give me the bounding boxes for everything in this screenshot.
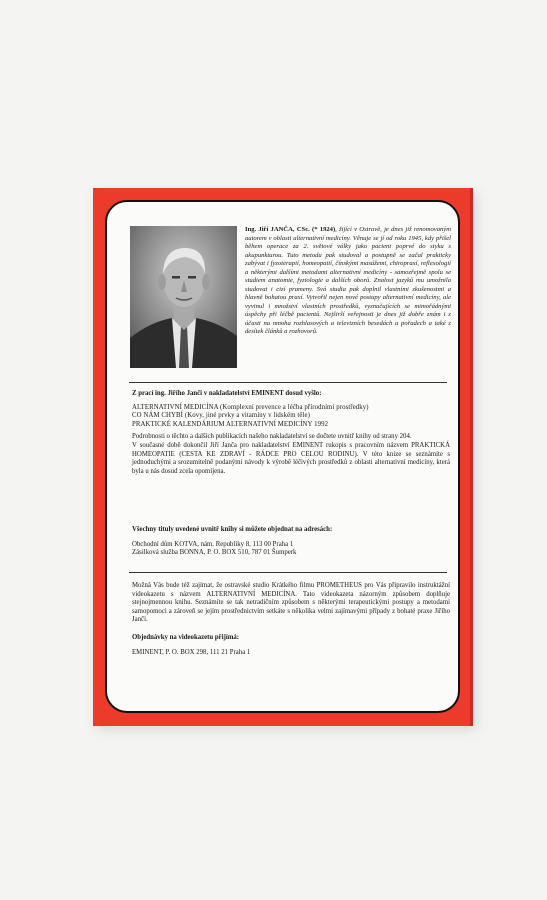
video-section	[132, 582, 450, 657]
orders-heading: Všechny tituly uvedené uvnitř knihy si můžete objednat na adresách:	[132, 526, 333, 533]
author-name: Ing. Jiří JANČA, CSc. (* 1924)	[245, 226, 336, 233]
author-bio	[245, 226, 451, 337]
order-address-bonna: Zásilková služba BONNA, P. O. BOX 510, 787 01 Šumperk	[132, 549, 297, 557]
author-photo	[130, 226, 237, 368]
list-item: CO NÁM CHYBÍ (Kovy, jiné prvky a vitamíny v lidském těle)	[132, 412, 310, 420]
video-orders-heading: Objednávky na videokazetu přijímá:	[132, 633, 240, 641]
orders-section	[132, 526, 450, 558]
publications-section	[132, 390, 450, 476]
list-item: PRAKTICKÉ KALENDÁRIUM ALTERNATIVNÍ MEDICÍNY 1992	[132, 420, 329, 428]
list-item: ALTERNATIVNÍ MEDICÍNA (Komplexní prevence a léčba přírodními prostředky)	[132, 403, 369, 411]
order-address-kotva: Obchodní dům KOTVA, nám. Republiky 8, 113 00 Praha 1	[132, 540, 294, 548]
video-order-address: EMINENT, P. O. BOX 298, 111 21 Praha 1	[132, 648, 251, 656]
text-panel	[105, 200, 460, 713]
divider	[129, 382, 447, 383]
new-manuscript-note: V současné době dokončil Jiří Janča pro nakladatelství EMINENT rukopis s pracovním názvem PRAKTICKÁ HOMEOPATIE (CESTA KE ZDRAVÍ - RÁDCE PRO CELOU RODINU). V této knize se seznámíte s jednoduchými a srozumitelně podanými návody k výrobě léčivých prostředků z oblasti alternativní medicíny, která byla u nás dosud zcela opomíjena.	[132, 441, 450, 475]
divider	[129, 572, 447, 573]
author-bio-text: , žijící v Ostravě, je dnes již renomovaným autorem v oblasti alternativní medicíny. Věnuje se jí od roku 1945, kdy přišel během operace za 2. světové války jako pacient poprvé do styku s akupunkturou. Tuto metodu pak studoval a postupně se začal prakticky zabývat i fyzoterapií, homeopatií, čínskými masážemi, chiropraxí, reflexologií a některými dalšími metodami alternativní medicíny - samozřejmě spolu se studiem anatomie, fyziologie a dalších oborů. Znalost jazyků mu umožnila studovat i cizí prameny. Svá studia pak doplnil vlastními zkušenostmi a hlavně bohatou praxí. Vytvořil nejen nové postupy alternativní medicíny, ale vyvinul i množství vlastních prostředků, vyznačujících se mimořádnými úspěchy při léčbě pacientů. Nejširší veřejnosti je dnes již dobře znám i z účasti na mnoha rozhlasových a televizních besedách a pořadech a také z desítek článků a rozhovorů.	[245, 226, 451, 335]
publications-details: Podrobnosti o těchto a dalších publikacích našeho nakladatelství se dočtete uvnitř knihy od strany 204.	[132, 433, 412, 441]
publications-heading: Z prací ing. Jiřího Janči v nakladatelství EMINENT dosud vyšlo:	[132, 390, 322, 397]
publication-list	[132, 404, 450, 430]
video-description: Možná Vás bude též zajímat, že ostravské studio Krátkého filmu PROMETHEUS pro Vás připravilo instruktážní videokazetu s názvem ALTERNATIVNÍ MEDICÍNA. Tato videokazeta názorným způsobem doplňuje stejnojmennou knihu. Seznámíte se tak netradičním způsobem s některými terapeutickými postupy a metodami samopomoci a zároveň se jejím prostřednictvím setkáte s několika velmi zajímavými případy z bohaté praxe Jiřího Janči.	[132, 582, 450, 624]
